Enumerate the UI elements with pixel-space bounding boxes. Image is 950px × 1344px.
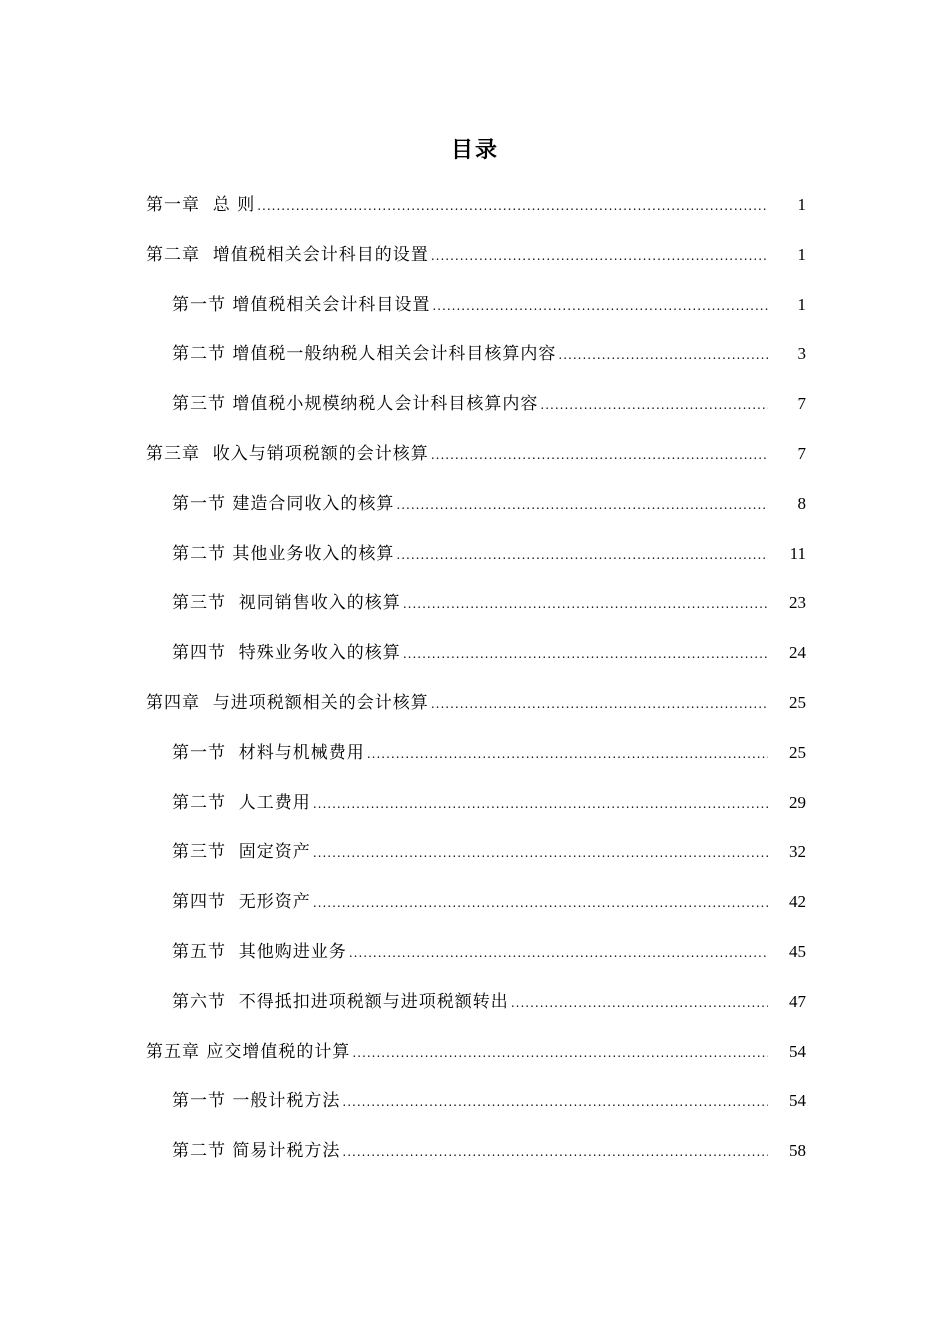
toc-entry[interactable] bbox=[0, 539, 806, 589]
toc-entry-page: 23 bbox=[789, 593, 806, 613]
toc-entry-label: 第一节 材料与机械费用 bbox=[172, 742, 365, 763]
toc-entry-page: 25 bbox=[789, 692, 806, 712]
toc-entry[interactable] bbox=[0, 190, 806, 240]
toc-entry-page: 1 bbox=[797, 294, 806, 314]
dot-leader bbox=[511, 988, 768, 1018]
toc-entry[interactable] bbox=[0, 688, 806, 738]
toc-entry-label: 第二节 增值税一般纳税人相关会计科目核算内容 bbox=[172, 344, 557, 365]
toc-entry-page: 58 bbox=[789, 1141, 806, 1161]
dot-leader bbox=[313, 888, 768, 918]
toc-entry-page: 11 bbox=[789, 543, 806, 563]
dot-leader bbox=[257, 191, 768, 221]
toc-entry[interactable] bbox=[0, 638, 806, 688]
toc-entry-label: 第二章 增值税相关会计科目的设置 bbox=[146, 244, 429, 265]
toc-entry[interactable] bbox=[0, 987, 806, 1037]
toc-entry-page: 3 bbox=[797, 344, 806, 364]
toc-entry[interactable] bbox=[0, 489, 806, 539]
dot-leader bbox=[403, 639, 768, 669]
dot-leader bbox=[540, 390, 768, 420]
toc-entry-page: 1 bbox=[797, 244, 806, 264]
toc-entry[interactable] bbox=[0, 937, 806, 987]
toc-entry[interactable] bbox=[0, 1086, 806, 1136]
toc-entry-page: 29 bbox=[789, 792, 806, 812]
dot-leader bbox=[431, 689, 768, 719]
toc-entry-page: 8 bbox=[797, 493, 806, 513]
toc-entry-page: 7 bbox=[797, 443, 806, 463]
toc-entry-page: 42 bbox=[789, 892, 806, 912]
toc-entry-label: 第一节 建造合同收入的核算 bbox=[172, 493, 395, 514]
toc-entry[interactable] bbox=[0, 788, 806, 838]
dot-leader bbox=[352, 1038, 768, 1068]
dot-leader bbox=[342, 1137, 768, 1167]
toc-entry-label: 第二节 其他业务收入的核算 bbox=[172, 543, 395, 564]
toc-entry-page: 54 bbox=[789, 1091, 806, 1111]
toc-entry[interactable] bbox=[0, 1136, 806, 1186]
dot-leader bbox=[431, 241, 768, 271]
toc-list bbox=[0, 190, 950, 1186]
toc-entry-page: 54 bbox=[789, 1041, 806, 1061]
toc-entry-label: 第一节 增值税相关会计科目设置 bbox=[172, 294, 431, 315]
toc-entry[interactable] bbox=[0, 887, 806, 937]
toc-entry-label: 第三章 收入与销项税额的会计核算 bbox=[146, 443, 429, 464]
toc-entry[interactable] bbox=[0, 240, 806, 290]
dot-leader bbox=[349, 938, 768, 968]
toc-entry-label: 第四节 特殊业务收入的核算 bbox=[172, 643, 401, 664]
dot-leader bbox=[396, 540, 768, 570]
toc-entry-label: 第六节 不得抵扣进项税额与进项税额转出 bbox=[172, 991, 509, 1012]
dot-leader bbox=[432, 291, 768, 321]
toc-entry-label: 第四节 无形资产 bbox=[172, 892, 311, 913]
toc-entry[interactable] bbox=[0, 1037, 806, 1087]
toc-entry[interactable] bbox=[0, 439, 806, 489]
dot-leader bbox=[396, 490, 768, 520]
toc-entry-page: 24 bbox=[789, 643, 806, 663]
toc-entry[interactable] bbox=[0, 389, 806, 439]
dot-leader bbox=[342, 1087, 768, 1117]
toc-entry[interactable] bbox=[0, 339, 806, 389]
toc-entry-label: 第四章 与进项税额相关的会计核算 bbox=[146, 692, 429, 713]
dot-leader bbox=[313, 789, 768, 819]
toc-entry[interactable] bbox=[0, 738, 806, 788]
toc-entry-page: 45 bbox=[789, 941, 806, 961]
toc-entry-label: 第三节 增值税小规模纳税人会计科目核算内容 bbox=[172, 394, 539, 415]
dot-leader bbox=[431, 440, 768, 470]
toc-entry[interactable] bbox=[0, 837, 806, 887]
toc-entry-label: 第二节 人工费用 bbox=[172, 792, 311, 813]
dot-leader bbox=[403, 589, 768, 619]
dot-leader bbox=[367, 739, 768, 769]
toc-entry-page: 7 bbox=[797, 394, 806, 414]
toc-entry[interactable] bbox=[0, 588, 806, 638]
toc-entry-label: 第二节 简易计税方法 bbox=[172, 1141, 341, 1162]
toc-title: 目录 bbox=[450, 137, 499, 163]
toc-entry-label: 第一节 一般计税方法 bbox=[172, 1091, 341, 1112]
dot-leader bbox=[558, 340, 768, 370]
toc-entry-label: 第五节 其他购进业务 bbox=[172, 941, 347, 962]
toc-entry-label: 第五章 应交增值税的计算 bbox=[146, 1041, 351, 1062]
toc-entry-page: 32 bbox=[789, 842, 806, 862]
toc-entry-label: 第一章 总 则 bbox=[146, 195, 256, 215]
toc-entry-page: 1 bbox=[797, 195, 806, 214]
toc-entry-label: 第三节 固定资产 bbox=[172, 842, 311, 863]
toc-entry-page: 47 bbox=[789, 991, 806, 1011]
toc-entry-label: 第三节 视同销售收入的核算 bbox=[172, 593, 401, 614]
dot-leader bbox=[313, 838, 768, 868]
toc-entry[interactable] bbox=[0, 290, 806, 340]
toc-entry-page: 25 bbox=[789, 742, 806, 762]
